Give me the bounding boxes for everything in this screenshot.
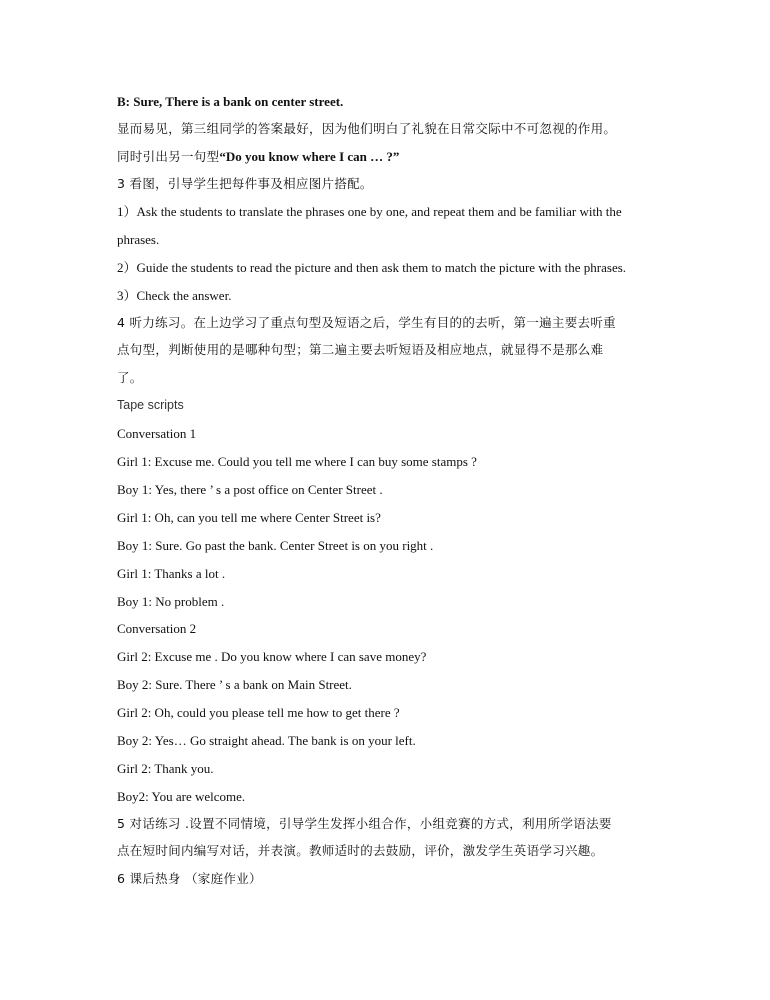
dialogue-line: Boy 2: Yes… Go straight ahead. The bank is on your left.	[117, 733, 416, 748]
step-item: 3）Check the answer.	[117, 288, 232, 303]
step-heading: 5 对话练习 .设置不同情境，引导学生发挥小组合作，小组竞赛的方式，利用所学语法要	[117, 816, 612, 831]
conversation-heading: Conversation 2	[117, 621, 197, 636]
dialogue-line: Boy 1: Sure. Go past the bank. Center Street is on you right .	[117, 538, 434, 553]
dialogue-line: Girl 1: Oh, can you tell me where Center Street is?	[117, 510, 381, 525]
dialogue-line: Girl 2: Excuse me . Do you know where I can save money?	[117, 649, 427, 664]
dialogue-line: Girl 1: Excuse me. Could you tell me where I can buy some stamps ?	[117, 454, 477, 469]
step-item: 1）Ask the students to translate the phrases one by one, and repeat them and be familiar with the	[117, 204, 622, 219]
step-heading: 6 课后热身 （家庭作业）	[117, 871, 262, 886]
step-heading: 3 看图，引导学生把每件事及相应图片搭配。	[117, 176, 373, 191]
dialogue-line: Girl 2: Oh, could you please tell me how to get there ?	[117, 705, 400, 720]
conversation-heading: Conversation 1	[117, 426, 197, 441]
dialogue-line: Boy 1: No problem .	[117, 594, 225, 609]
paragraph-line: 显而易见，第三组同学的答案最好，因为他们明白了礼貌在日常交际中不可忽视的作用。	[117, 121, 617, 136]
section-label: Tape scripts	[117, 398, 184, 412]
dialogue-line: Boy2: You are welcome.	[117, 789, 246, 804]
step-item-continued: phrases.	[117, 232, 160, 247]
paragraph-line: 了。	[117, 370, 143, 385]
paragraph-line: 点在短时间内编写对话，并表演。教师适时的去鼓励，评价，激发学生英语学习兴趣。	[117, 843, 604, 858]
sentence-pattern: “Do you know where I can … ?”	[219, 149, 400, 164]
intro-text: 同时引出另一句型	[117, 149, 220, 164]
dialogue-line: Boy 1: Yes, there ’ s a post office on Center Street .	[117, 482, 383, 497]
step-heading: 4 听力练习。在上边学习了重点句型及短语之后，学生有目的的去听，第一遍主要去听重	[117, 315, 616, 330]
step-item: 2）Guide the students to read the picture and then ask them to match the picture with the phrases.	[117, 260, 627, 275]
dialogue-line: Boy 2: Sure. There ’ s a bank on Main Street.	[117, 677, 352, 692]
dialogue-line: B: Sure, There is a bank on center street.	[117, 94, 344, 109]
dialogue-line: Girl 2: Thank you.	[117, 761, 214, 776]
dialogue-line: Girl 1: Thanks a lot .	[117, 566, 226, 581]
paragraph-line: 点句型，判断使用的是哪种句型；第二遍主要去听短语及相应地点，就显得不是那么难	[117, 342, 604, 357]
paragraph-line	[117, 149, 399, 165]
